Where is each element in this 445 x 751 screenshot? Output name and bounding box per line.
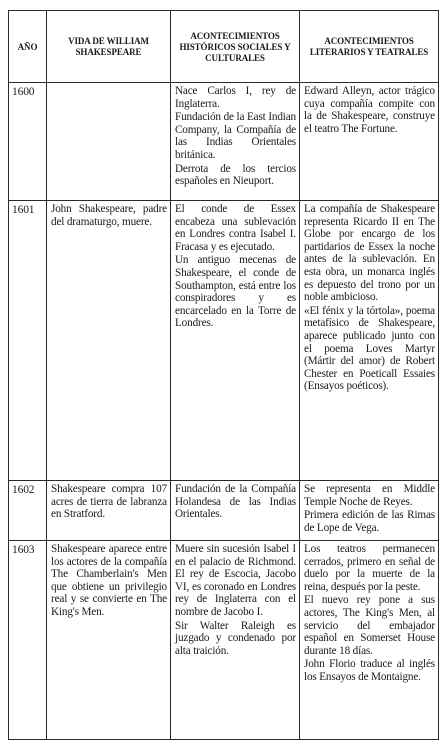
year-cell: 1602 <box>9 481 47 541</box>
social-cell <box>171 201 300 481</box>
paragraph: Los teatros permanecen cerrados, primero en señal de duelo por la muerte de la reina, después por la peste. <box>304 543 435 593</box>
paragraph: Edward Alleyn, actor trágico cuya compañía compite con la de Shakespeare, construye el teatro The Fortune. <box>304 85 435 135</box>
paragraph: Muere sin sucesión Isabel I en el palacio de Richmond. El rey de Escocia, Jacobo VI, es coronado en Londres rey de Inglaterra con el nombre de Jacobo I. <box>175 543 296 618</box>
life-cell <box>47 201 171 481</box>
paragraph: Derrota de los tercios españoles en Nieuport. <box>175 162 296 188</box>
header-social: ACONTECIMIENTOS HISTÓRICOS SOCIALES Y CULTURALES <box>171 11 300 83</box>
social-cell <box>171 83 300 201</box>
year-cell: 1603 <box>9 541 47 740</box>
paragraph: El nuevo rey pone a sus actores, The King's Men, al servicio del embajador español en Somerset House durante 18 días. <box>304 594 435 657</box>
paragraph: Fundación de la Compañía Holandesa de las Indias Orientales. <box>175 483 296 521</box>
social-cell <box>171 481 300 541</box>
paragraph: John Shakespeare, padre del dramaturgo, muere. <box>51 203 167 228</box>
chronology-table <box>8 10 439 740</box>
paragraph: «El fénix y la tórtola», poema metafísico de Shakespeare, aparece publicado junto con el poema Loves Martyr (Mártir del amor) de Robert Chester en Poeticall Essaies (Ensayos poéticos). <box>304 304 435 393</box>
literary-cell <box>300 481 439 541</box>
paragraph: Primera edición de las Rimas de Lope de Vega. <box>304 509 435 534</box>
literary-cell <box>300 83 439 201</box>
social-cell <box>171 541 300 740</box>
header-year: AÑO <box>9 11 47 83</box>
paragraph: Un antiguo mecenas de Shakespeare, el conde de Southampton, está entre los conspiradores y es encarcelado en la Torre de Londres. <box>175 254 296 330</box>
literary-cell <box>300 541 439 740</box>
life-cell <box>47 83 171 201</box>
year-cell: 1600 <box>9 83 47 201</box>
header-literary: ACONTECIMIENTOS LITERARIOS Y TEATRALES <box>300 11 439 83</box>
life-cell <box>47 541 171 740</box>
table-row <box>9 481 439 541</box>
header-row <box>9 11 439 83</box>
life-cell <box>47 481 171 541</box>
paragraph: Se representa en Middle Temple Noche de Reyes. <box>304 483 435 508</box>
paragraph: Shakespeare aparece entre los actores de la compañía The Chamberlain's Men que obtiene un privilegio real y se convierte en The King's Men. <box>51 543 167 618</box>
paragraph: John Florio traduce al inglés los Ensayos de Montaigne. <box>304 658 435 683</box>
table-row <box>9 83 439 201</box>
paragraph: Nace Carlos I, rey de Inglaterra. <box>175 85 296 110</box>
header-life: VIDA DE WILLIAM SHAKESPEARE <box>47 11 171 83</box>
literary-cell <box>300 201 439 481</box>
paragraph: El conde de Essex encabeza una sublevación en Londres contra Isabel I. Fracasa y es ejecutado. <box>175 203 296 253</box>
paragraph: La compañía de Shakespeare representa Ricardo II en The Globe por encargo de los partidarios de Essex la noche antes de la sublevación. En esta obra, un monarca inglés es depuesto del trono por un noble ambicioso. <box>304 203 435 304</box>
year-cell: 1601 <box>9 201 47 481</box>
paragraph: Shakespeare compra 107 acres de tierra de labranza en Stratford. <box>51 483 167 521</box>
table-row <box>9 541 439 740</box>
paragraph: Sir Walter Raleigh es juzgado y condenado por alta traición. <box>175 619 296 657</box>
paragraph: Fundación de la East Indian Company, la Compañía de las Indias Orientales británica. <box>175 111 296 161</box>
table-row <box>9 201 439 481</box>
